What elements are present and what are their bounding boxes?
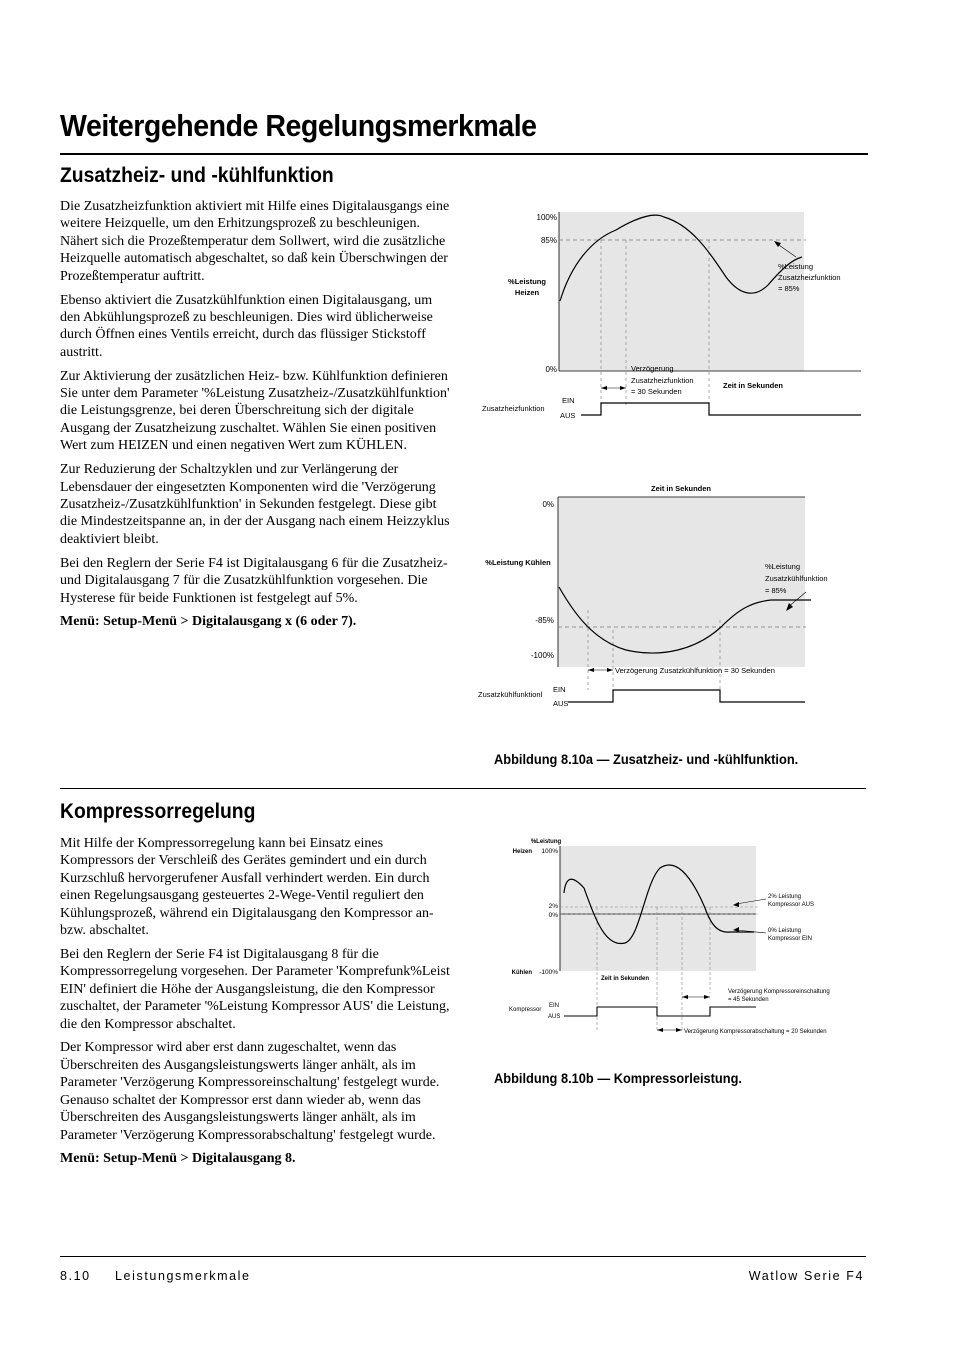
signal-off: AUS xyxy=(548,1014,561,1020)
annotation: %Leistung xyxy=(778,262,814,271)
y-label: %Leistung xyxy=(508,277,546,286)
compressor-figure xyxy=(500,833,860,1043)
figure-caption-a: Abbildung 8.10a — Zusatzheiz- und -kühlfunktion. xyxy=(494,752,799,767)
signal-label: Kompressor xyxy=(509,1007,542,1013)
paragraph: Die Zusatzheizfunktion aktiviert mit Hilfe eines Digitalausgangs eine weitere Heizquelle, um den Erhitzungsprozeß zu beschleunigen. Nähert sich die Prozeßtemperatur dem Sollwert, wird die zusätzliche Heizquelle automatisch abgeschaltet, so daß kein Überschwingen der Prozeßtemperatur auftritt. xyxy=(60,199,450,284)
y-tick: 0% xyxy=(545,365,557,374)
figure-caption-b: Abbildung 8.10b — Kompressorleistung. xyxy=(494,1071,742,1086)
y-tick: 2% xyxy=(548,903,558,910)
signal-label: Zusatzheizfunktion xyxy=(482,404,545,413)
y-tick: 85% xyxy=(540,236,557,245)
paragraph: Zur Aktivierung der zusätzlichen Heiz- bzw. Kühlfunktion definieren Sie unter dem Parameter '%Leistung Zusatzheiz-/Zusatzkühlfunktion' die Leistungsgrenze, bei deren Überschreitung sich der digitale Ausgang der Zusatzheizung zuschaltet. Wählen Sie einen positiven Wert zum HEIZEN und einen negativen Wert zum KÜHLEN. xyxy=(60,368,450,454)
signal-label: Zusatzkühlfunktionl xyxy=(478,690,543,699)
y-label: %Leistung Kühlen xyxy=(485,558,551,567)
section-rule xyxy=(60,788,866,789)
footer-rule xyxy=(60,1256,866,1257)
delay-label: = 30 Sekunden xyxy=(631,387,682,396)
menu-path: Menü: Setup-Menü > Digitalausgang x (6 oder 7). xyxy=(60,614,357,630)
section2-body xyxy=(60,835,452,1174)
delay-label: Verzögerung xyxy=(631,364,674,373)
menu-path: Menü: Setup-Menü > Digitalausgang 8. xyxy=(60,1151,296,1167)
annotation: Zusatzheizfunktion xyxy=(778,273,841,282)
plot-area xyxy=(559,212,804,371)
digital-signal xyxy=(581,403,861,415)
page-title: Weitergehende Regelungsmerkmale xyxy=(60,108,537,143)
footer-product: Watlow Serie F4 xyxy=(748,1269,864,1283)
delay-label: Zusatzheizfunktion xyxy=(631,376,694,385)
paragraph: Zur Reduzierung der Schaltzyklen und zur Verlängerung der Lebensdauer der eingesetzten Komponenten wird die 'Verzögerung Zusatzheiz-/Zusatzkühlfunktion' in Sekunden festgelegt. Diese gibt die Mindestzeitspanne an, in der der Ausgang nach einem Heizzyklus deaktiviert bleibt. xyxy=(60,462,450,547)
annotation: Zusatzkühlfunktion xyxy=(765,574,828,583)
y-label: Heizen xyxy=(514,288,540,297)
signal-on: EIN xyxy=(549,1003,560,1009)
paragraph: Bei den Reglern der Serie F4 ist Digitalausgang 6 für die Zusatzheiz- und Digitalausgang 7 für die Zusatzkühlfunktion vorgesehen. Die Hysterese für beide Funktionen ist festgelegt auf 5%. xyxy=(60,555,448,606)
y-tick: 0% xyxy=(548,912,558,919)
heating-figure xyxy=(476,205,868,430)
signal-on: EIN xyxy=(562,396,575,405)
y-label: Heizen xyxy=(512,849,532,855)
x-label: Zeit in Sekunden xyxy=(601,976,650,982)
x-label: Zeit in Sekunden xyxy=(723,381,784,390)
annotation: 0% Leistung xyxy=(768,928,802,934)
paragraph: Bei den Reglern der Serie F4 ist Digitalausgang 8 für die Kompressorregelung vorgesehen. Der Parameter 'Komprefunk%Leist EIN' definiert die Höhe der Ausgangsleistung, die den Kompressor zuschaltet, der Parameter '%Leistung Kompressor AUS' die Leistung, die den Kompressor abschaltet. xyxy=(60,946,450,1032)
plot-area xyxy=(560,846,756,971)
paragraph: Mit Hilfe der Kompressorregelung kann bei Einsatz eines Kompressors der Verschleiß des Gerätes gemindert und ein durch Kurzschluß hervorgerufener Ausfall verhindert werden. Ein durch einen Regelungsausgang gesteuertes 2-Wege-Ventil reguliert den Kühlungsprozeß, während ein Digitalausgang den Kompressor an- bzw. abschaltet. xyxy=(60,836,434,939)
y-tick: -85% xyxy=(535,616,554,625)
delay-label: Verzögerung Kompressorabschaltung = 20 Sekunden xyxy=(684,1029,827,1035)
signal-off: AUS xyxy=(553,699,569,708)
paragraph: Der Kompressor wird aber erst dann zugeschaltet, wenn das Überschreiten des Ausgangsleistungswerts länger anhält, als im Parameter 'Verzögerung Kompressoreinschaltung' festgelegt wurde. Genauso schaltet der Kompressor erst dann wieder ab, wenn das Überschreiten des Ausgangsleistungswerts länger anhält, als im Parameter 'Verzögerung Kompressorabschaltung' festgelegt wurde. xyxy=(60,1040,440,1143)
y-label: Kühlen xyxy=(511,970,532,976)
delay-label: Verzögerung Zusatzkühlfunktion = 30 Sekunden xyxy=(615,666,775,675)
cooling-figure xyxy=(476,480,868,710)
signal-off: AUS xyxy=(560,411,576,420)
digital-signal xyxy=(568,690,805,702)
section-heading-zusatz: Zusatzheiz- und -kühlfunktion xyxy=(60,164,334,187)
annotation: Kompressor AUS xyxy=(768,902,815,908)
annotation: 2% Leistung xyxy=(768,894,802,900)
x-label: Zeit in Sekunden xyxy=(650,484,712,493)
y-tick: 100% xyxy=(541,848,558,855)
annotation: = 85% xyxy=(778,284,800,293)
paragraph: Ebenso aktiviert die Zusatzkühlfunktion einen Digitalausgang, um den Abkühlungsprozeß zu beschleunigen. Dies wird üblicherweise durch Öffnen eines Ventils erreicht, durch das flüssiger Stickstoff austritt. xyxy=(60,292,433,360)
y-tick: 0% xyxy=(542,500,554,509)
signal-on: EIN xyxy=(553,685,566,694)
delay-label: = 45 Sekunden xyxy=(728,997,769,1003)
annotation: = 85% xyxy=(765,586,787,595)
section1-body xyxy=(60,198,452,637)
footer-chapter: Leistungsmerkmale xyxy=(115,1269,251,1283)
annotation: Kompressor EIN xyxy=(768,936,813,942)
title-rule xyxy=(60,153,868,155)
y-label: %Leistung xyxy=(530,839,562,845)
section-heading-kompressor: Kompressorregelung xyxy=(60,800,256,823)
footer-page-number: 8.10 xyxy=(60,1269,91,1283)
annotation: %Leistung xyxy=(765,562,801,571)
digital-signal xyxy=(564,1007,756,1016)
y-tick: 100% xyxy=(536,213,557,222)
y-tick: -100% xyxy=(539,969,558,976)
y-tick: -100% xyxy=(530,651,554,660)
delay-label: Verzögerung Kompressoreinschaltung xyxy=(728,989,830,995)
